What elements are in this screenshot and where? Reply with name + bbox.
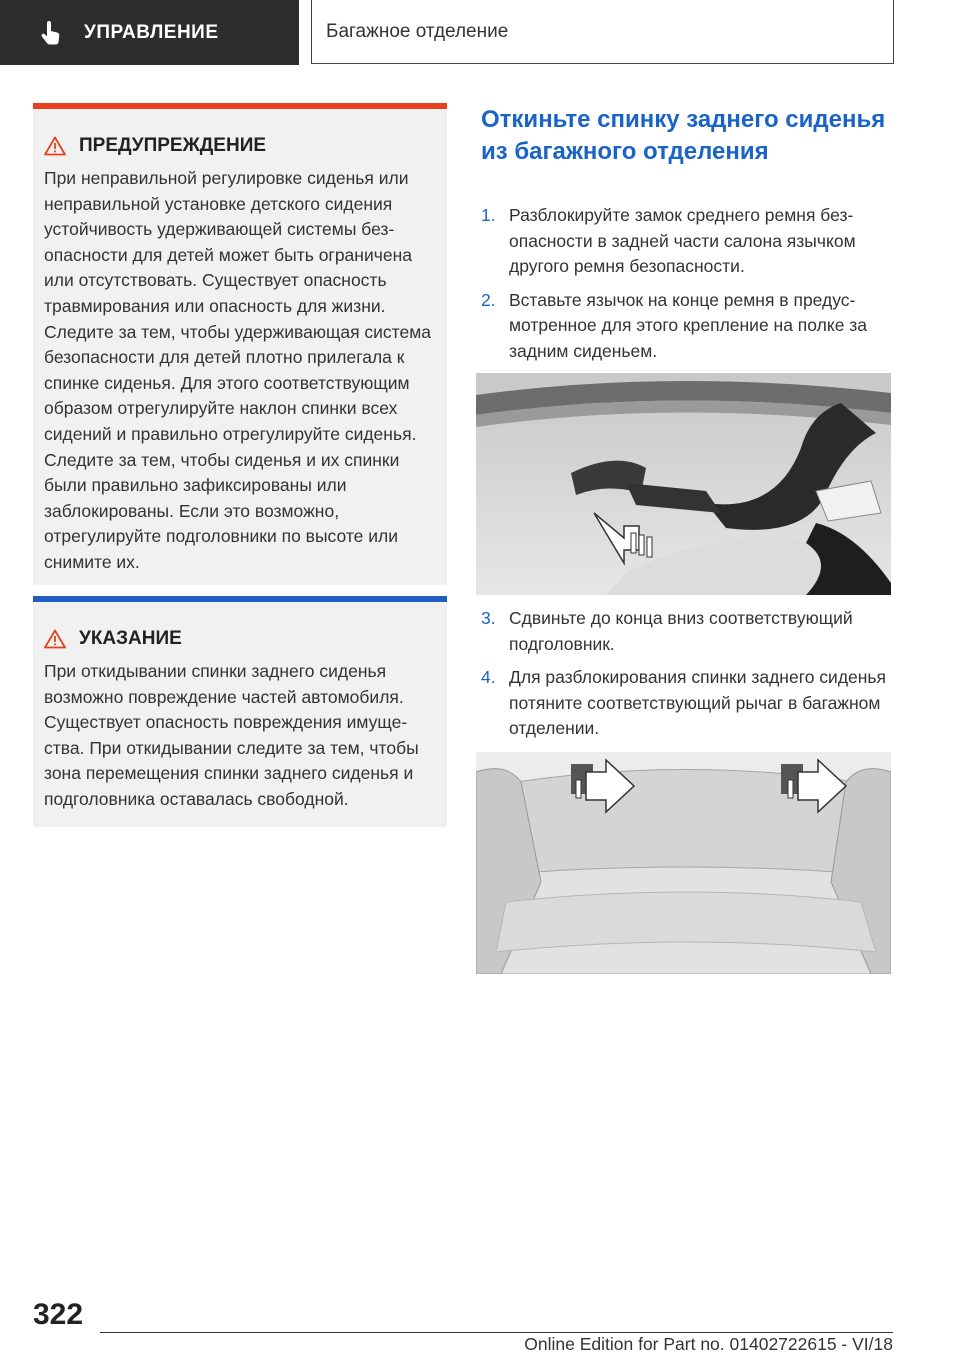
list-item	[481, 288, 893, 365]
footer-divider	[100, 1332, 893, 1333]
step-text: Сдвиньте до конца вниз соответствующий подголовник.	[509, 608, 853, 654]
step-number: 4.	[481, 667, 496, 688]
note-title: УКАЗАНИЕ	[79, 628, 182, 649]
warning-title-row	[44, 135, 447, 157]
belt-tongue-illustration	[476, 373, 891, 595]
steps-list-b	[481, 606, 893, 750]
warning-text: При неправильной регулировке сиденья или неправильной установке детского сидения устойчивость удерживающей системы безопасности для детей может быть ограничена или отсутствовать. Существует опасность травмирования или опасность для жизни. Следите за тем, чтобы удерживающая система безопасности для детей плотно прилегала к спинке сиденья. Для этого соответствующим образом отрегулируйте наклон спинки всех сидений и правильно отрегулируйте сиденья. Следите за тем, чтобы сиденья и их спинки были правильно зафиксированы или заблокированы. Если это возможно, отрегулируйте подголовники по высоте или снимите их.	[44, 168, 431, 572]
subsection-header	[311, 0, 894, 64]
warning-box	[33, 103, 447, 585]
page-number: 322	[33, 1298, 84, 1331]
step-text: Разблокируйте замок среднего ремня безопасности в задней части салона язычком другого ремня безопасности.	[509, 205, 856, 277]
list-item	[481, 665, 893, 742]
warning-triangle-icon	[44, 629, 66, 649]
section-heading: Откиньте спинку заднего сиденья из багажного отделения	[481, 106, 886, 165]
step-text: Для разблокирования спинки заднего сиденья потяните соответствующий рычаг в багажном отделении.	[509, 667, 887, 739]
note-box	[33, 596, 447, 827]
step-number: 2.	[481, 289, 496, 310]
warning-title: ПРЕДУПРЕЖДЕНИЕ	[79, 135, 267, 156]
note-title-row	[44, 628, 447, 650]
note-text: При откидывании спинки заднего сиденья возможно повреждение частей автомобиля. Существует опасность повреждения имущества. При откидывании следите за тем, чтобы зона перемещения спинки заднего сиденья и подголовника оставалась свободной.	[44, 661, 419, 809]
warning-triangle-icon	[44, 136, 66, 156]
step-number: 1.	[481, 205, 496, 225]
step-text: Вставьте язычок на конце ремня в предусмотренное для этого крепление на полке за задним сиденьем.	[509, 289, 868, 361]
list-item	[481, 606, 893, 657]
step-number: 3.	[481, 608, 496, 628]
subsection-label: Багажное отделение	[326, 20, 509, 42]
hand-pointer-icon	[38, 20, 64, 46]
luggage-compartment-illustration	[476, 752, 891, 974]
steps-list-a	[481, 203, 893, 373]
section-tab[interactable]	[0, 0, 299, 65]
list-item	[481, 203, 893, 280]
section-label: УПРАВЛЕНИЕ	[84, 21, 219, 43]
footer-edition: Online Edition for Part no. 01402722615 - VI/18	[524, 1334, 893, 1354]
